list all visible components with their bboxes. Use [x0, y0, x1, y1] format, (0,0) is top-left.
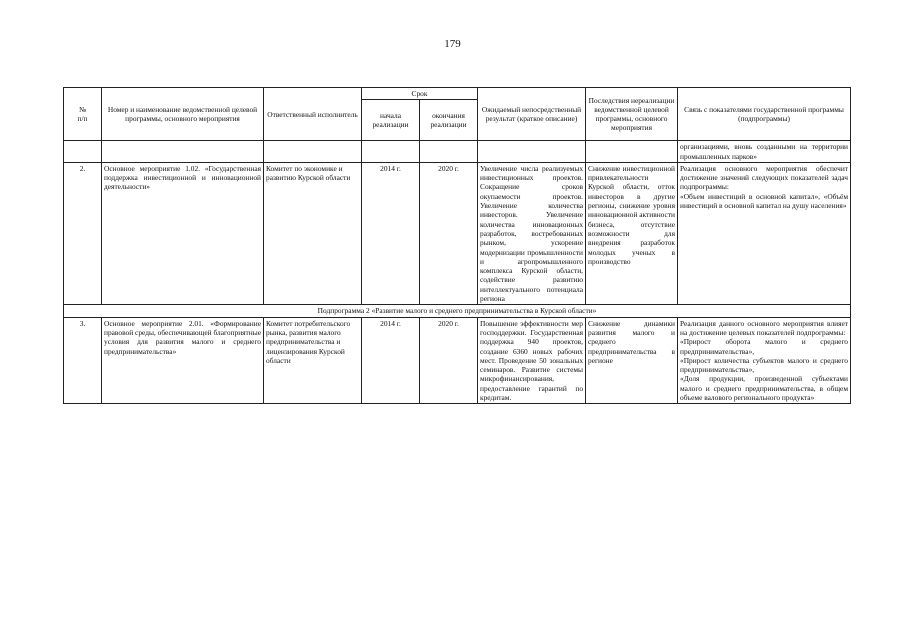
subprogram-row	[64, 305, 851, 317]
continuation-link: организациями, вновь созданными на территории промышленных парков»	[678, 141, 851, 163]
measures-table	[63, 87, 851, 404]
continuation-row	[64, 141, 851, 163]
table-row	[64, 317, 851, 404]
row-name: Основное мероприятие 2.01. «Формирование правовой среды, обеспечивающей благоприятные условия для развития малого и среднего предпринимательства»	[102, 317, 264, 404]
header-consequences: Последствия нереализации ведомственной целевой программы, основного мероприятия	[586, 88, 678, 141]
row-result: Повышение эффективности мер господдержки. Государственная поддержка 940 проектов, создание 6360 новых рабочих мест. Проведение 50 зональных семинаров. Развитие системы микрофинансирования, предоставление гарантий по кредитам.	[478, 317, 586, 404]
header-num: № п/п	[64, 88, 102, 141]
row-num: 3.	[64, 317, 102, 404]
table-row	[64, 162, 851, 304]
header-term-start: начала реализации	[362, 100, 420, 141]
header-name: Номер и наименование ведомственной целевой программы, основного мероприятия	[102, 88, 264, 141]
row-consequences: Снижение динамики развития малого и среднего предпринимательства в регионе	[586, 317, 678, 404]
row-consequences: Снижение инвестиционной привлекательности Курской области, отток инвесторов в другие регионы, снижение уровня инновационной активности бизнеса, отсутствие возможности для внедрения разработок молодых ученых в производство	[586, 162, 678, 304]
row-num: 2.	[64, 162, 102, 304]
row-executor: Комитет потребительского рынка, развития малого предпринимательства и лицензирования Курской области	[264, 317, 362, 404]
row-start: 2014 г.	[362, 317, 420, 404]
row-name: Основное мероприятие 1.02. «Государственная поддержка инвестиционной и инновационной деятельности»	[102, 162, 264, 304]
row-link: Реализация основного мероприятия обеспечит достижение значений следующих показателей задач подпрограммы: «Объем инвестиций в основной капитал», «Объём инвестиций в основной капитал на душу населения»	[678, 162, 851, 304]
row-start: 2014 г.	[362, 162, 420, 304]
subprogram-title: Подпрограмма 2 «Развитие малого и среднего предпринимательства в Курской области»	[64, 305, 851, 317]
header-term-end: окончания реализации	[420, 100, 478, 141]
row-end: 2020 г.	[420, 162, 478, 304]
row-executor: Комитет по экономике и развитию Курской области	[264, 162, 362, 304]
header-result: Ожидаемый непосредственный результат (краткое описание)	[478, 88, 586, 141]
header-term: Срок	[362, 88, 478, 100]
page-number: 179	[444, 38, 461, 50]
row-end: 2020 г.	[420, 317, 478, 404]
header-executor: Ответственный исполнитель	[264, 88, 362, 141]
row-result: Увеличение числа реализуемых инвестиционных проектов. Сокращение сроков окупаемости проектов. Увеличение количества инвесторов. Увеличение количества инновационных разработок, востребованных рынком, ускорение модернизации промышленности и агропромышленного комплекса Курской области, содействие развитию интеллектуального потенциала региона	[478, 162, 586, 304]
header-link: Связь с показателями государственной программы (подпрограммы)	[678, 88, 851, 141]
row-link: Реализация данного основного мероприятия влияет на достижение целевых показателей подпрограммы: «Прирост оборота малого и среднего предпринимательства», «Прирост количества субъектов малого и среднего предпринимательства», «Доля продукции, произведенной субъектами малого и среднего предпринимательства, в общем объеме валового регионального продукта»	[678, 317, 851, 404]
